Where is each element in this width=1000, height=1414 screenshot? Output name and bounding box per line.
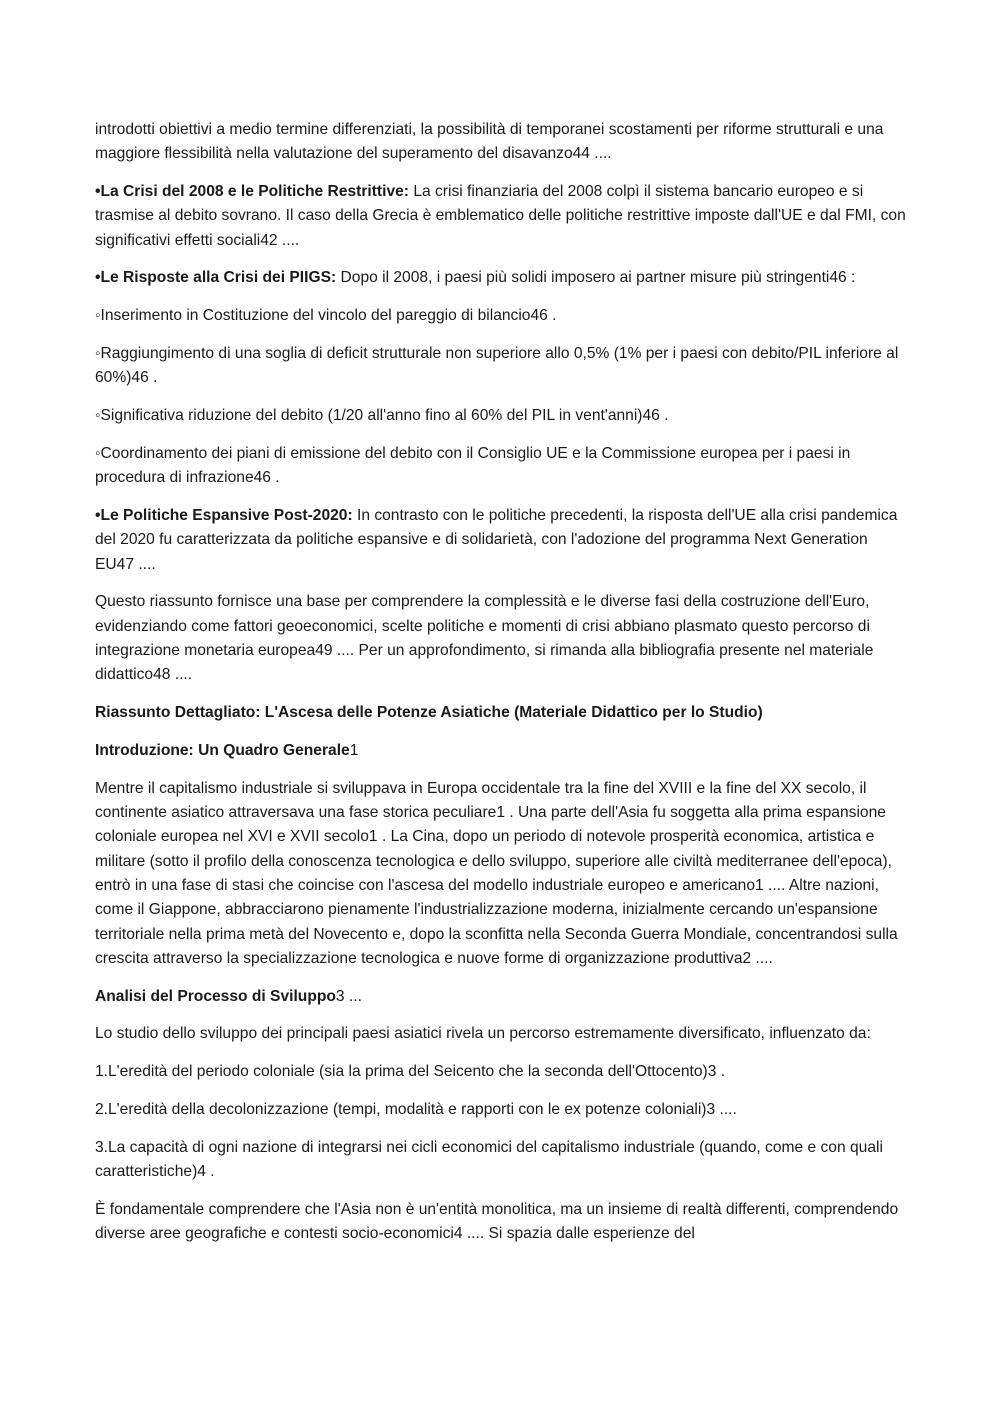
bullet-paragraph-post-2020	[95, 504, 910, 577]
bullet-paragraph-piigs	[95, 266, 910, 290]
document-page	[95, 118, 910, 1260]
bullet-text: Dopo il 2008, i paesi più solidi imposero ai partner misure più stringenti46 :	[336, 269, 856, 287]
heading-text: Introduzione: Un Quadro Generale	[95, 741, 350, 759]
bullet-title: •La Crisi del 2008 e le Politiche Restrittive:	[95, 183, 409, 201]
sub-bullet: ◦Significativa riduzione del debito (1/20 all'anno fino al 60% del PIL in vent'anni)46 .	[95, 407, 669, 425]
bullet-paragraph-crisi-2008	[95, 180, 910, 253]
numbered-item: 2.L'eredità della decolonizzazione (tempi, modalità e rapporti con le ex potenze coloniali)3 ....	[95, 1101, 737, 1118]
heading-ref: 3 ...	[335, 987, 362, 1005]
numbered-item: 1.L'eredità del periodo coloniale (sia la prima del Seicento che la seconda dell'Ottocento)3 .	[95, 1063, 726, 1081]
heading-ref: 1	[349, 741, 359, 759]
sub-bullet: ◦Inserimento in Costituzione del vincolo del pareggio di bilancio46 .	[95, 307, 557, 325]
subsection-heading-analisi	[95, 985, 910, 1009]
paragraph: È fondamentale comprendere che l'Asia non è un'entità monolitica, ma un insieme di realtà differenti, comprendendo diverse aree geografiche e contesti socio-economici4 .... Si spazia dalle esperienze del	[95, 1200, 899, 1243]
paragraph: introdotti obiettivi a medio termine differenziati, la possibilità di temporanei scostamenti per riforme strutturali e una maggiore flessibilità nella valutazione del superamento del disavanzo44 ....	[95, 121, 884, 163]
bullet-text: La crisi finanziaria del 2008 colpì il sistema bancario europeo e si trasmise al debito sovrano. Il caso della Grecia è emblematico delle politiche restrittive imposte dall'UE e dal FMI, con significativi effetti sociali42 ....	[95, 183, 906, 249]
numbered-item: 3.La capacità di ogni nazione di integrarsi nei cicli economici del capitalismo industriale (quando, come e con quali caratteristiche)4 .	[95, 1138, 883, 1181]
sub-bullet: ◦Raggiungimento di una soglia di deficit strutturale non superiore allo 0,5% (1% per i paesi con debito/PIL inferiore al 60%)46 .	[95, 345, 899, 387]
section-heading: Riassunto Dettagliato: L'Ascesa delle Potenze Asiatiche (Materiale Didattico per lo Studio)	[95, 704, 763, 722]
heading-text: Analisi del Processo di Sviluppo	[95, 987, 336, 1005]
paragraph: Questo riassunto fornisce una base per comprendere la complessità e le diverse fasi della costruzione dell'Euro, evidenziando come fattori geoeconomici, scelte politiche e momenti di crisi abbiano plasmato questo percorso di integrazione monetaria europea49 .... Per un approfondimento, si rimanda alla bibliografia presente nel materiale didattico48 ....	[95, 593, 874, 684]
bullet-title: •Le Risposte alla Crisi dei PIIGS:	[95, 269, 337, 287]
bullet-title: •Le Politiche Espansive Post-2020:	[95, 507, 353, 525]
paragraph: Lo studio dello sviluppo dei principali paesi asiatici rivela un percorso estremamente diversificato, influenzato da:	[95, 1025, 871, 1043]
paragraph: Mentre il capitalismo industriale si sviluppava in Europa occidentale tra la fine del XVIII e la fine del XX secolo, il continente asiatico attraversava una fase storica peculiare1 . Una parte dell'Asia fu soggetta alla prima espansione coloniale europea nel XVI e XVII secolo1 . La Cina, dopo un periodo di notevole prosperità economica, artistica e militare (sotto il profilo della conoscenza tecnologica e dello sviluppo, superiore alle civiltà mediterranee dell'epoca), entrò in una fase di stasi che coincise con l'ascesa del modello industriale europeo e americano1 .... Altre nazioni, come il Giappone, abbracciarono pienamente l'industrializzazione moderna, inizialmente cercando un'espansione territoriale nella prima metà del Novecento e, dopo la sconfitta nella Seconda Guerra Mondiale, concentrandosi sulla crescita attraverso la specializzazione tecnologica e nuove forme di organizzazione produttiva2 ....	[95, 779, 898, 967]
subsection-heading-introduzione	[95, 739, 910, 763]
sub-bullet: ◦Coordinamento dei piani di emissione del debito con il Consiglio UE e la Commissione europea per i paesi in procedura di infrazione46 .	[95, 444, 851, 487]
bullet-text: In contrasto con le politiche precedenti, la risposta dell'UE alla crisi pandemica del 2020 fu caratterizzata da politiche espansive e di solidarietà, con l'adozione del programma Next Generation EU47 ....	[95, 507, 898, 573]
